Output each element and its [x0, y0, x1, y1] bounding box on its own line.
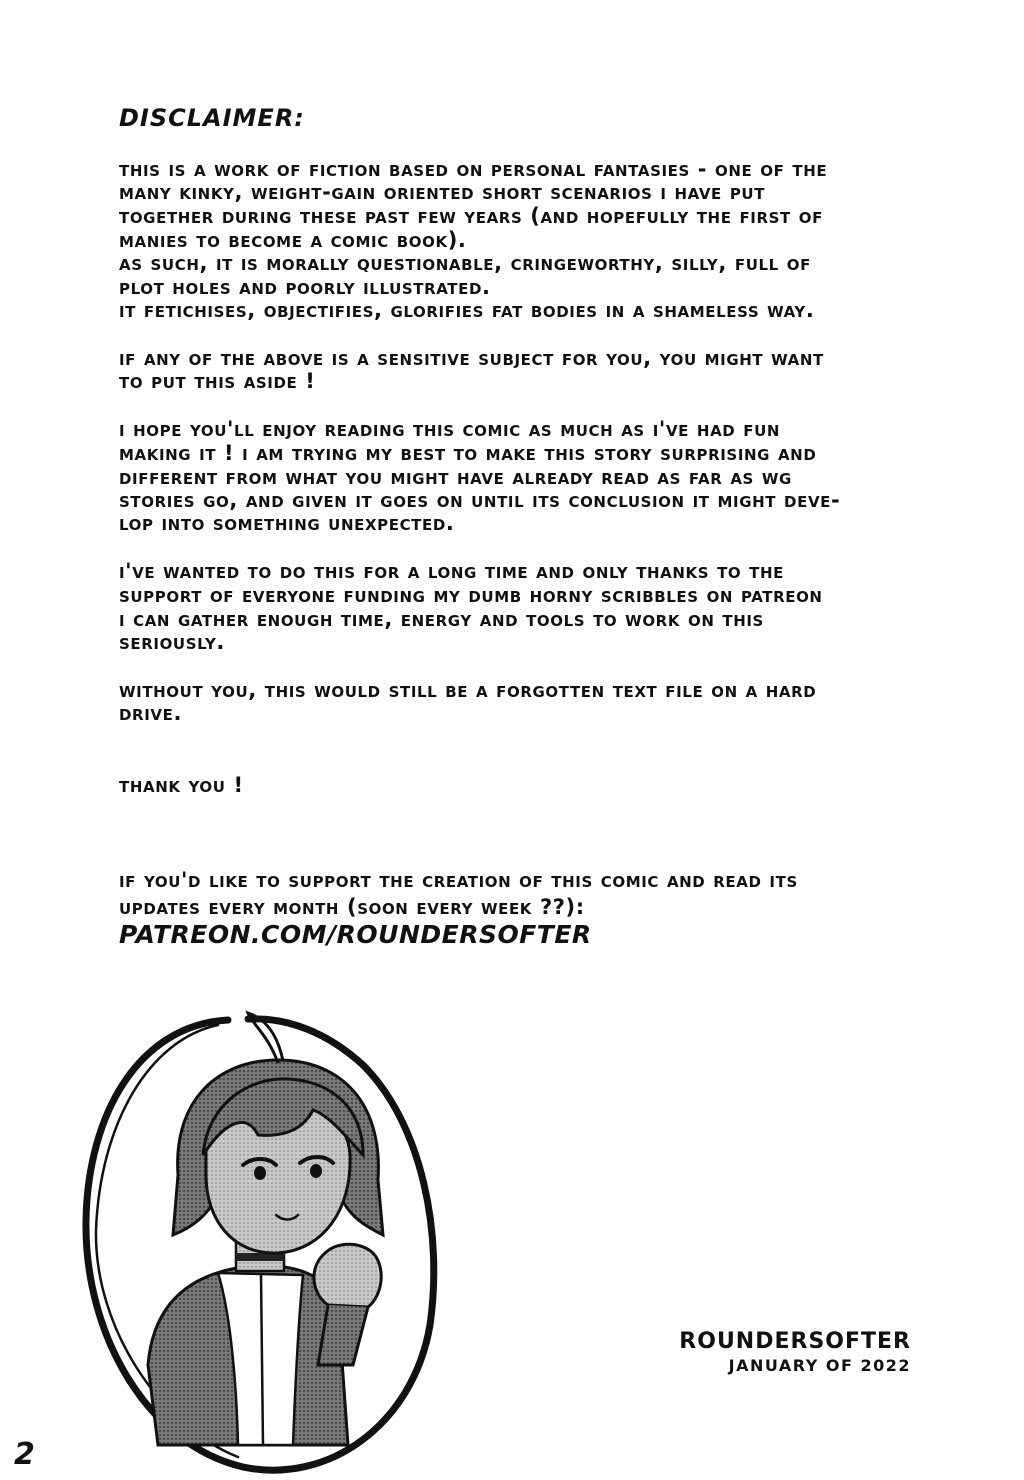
warning-line: if any of the above is a sensitive subject for you, you might want [119, 346, 824, 370]
disclaimer-line: it fetichises, objectifies, glorifies fat bodies in a shameless way. [119, 298, 815, 322]
thanks-line: seriously. [119, 630, 225, 654]
warning-line: to put this aside ! [119, 369, 316, 393]
disclaimer-heading: DISCLAIMER: [119, 104, 305, 132]
author-portrait-illustration [78, 1005, 440, 1475]
intro-line: different from what you might have already read as far as wg [119, 465, 792, 489]
thanks-line: i've wanted to do this for a long time and only thanks to the [119, 559, 785, 583]
gratitude-line: drive. [119, 701, 183, 725]
raised-fist-shape [314, 1244, 381, 1307]
intro-line: lop into something unexpected. [119, 511, 455, 535]
intro-line: stories go, and given it goes on until its conclusion it might deve- [119, 488, 841, 512]
disclaimer-line: plot holes and poorly illustrated. [119, 275, 491, 299]
patreon-link[interactable]: PATREON.COM/ROUNDERSOFTER [119, 920, 592, 949]
disclaimer-line: many kinky, weight-gain oriented short scenarios i have put [119, 180, 766, 204]
disclaimer-line: as such, it is morally questionable, cringeworthy, silly, full of [119, 251, 811, 275]
disclaimer-line: manies to become a comic book). [119, 228, 467, 252]
disclaimer-line: together during these past few years (and hopefully the first of [119, 204, 823, 228]
intro-line: i hope you'll enjoy reading this comic as much as i've had fun [119, 417, 781, 441]
page-number: 2 [14, 1437, 35, 1472]
disclaimer-line: this is a work of fiction based on personal fantasies - one of the [119, 157, 828, 181]
intro-line: making it ! i am trying my best to make this story surprising and [119, 441, 817, 465]
thanks-line: support of everyone funding my dumb horny scribbles on patreon [119, 583, 823, 607]
thanks-line: i can gather enough time, energy and tools to work on this [119, 607, 764, 631]
gratitude-line: without you, this would still be a forgotten text file on a hard [119, 678, 817, 702]
thank-you-line: thank you ! [119, 773, 244, 797]
signature-date: JANUARY OF 2022 [728, 1356, 911, 1375]
support-line: updates every month (soon every week ??): [119, 895, 585, 919]
support-line: if you'd like to support the creation of this comic and read its [119, 868, 798, 892]
signature-name: ROUNDERSOFTER [679, 1329, 911, 1354]
